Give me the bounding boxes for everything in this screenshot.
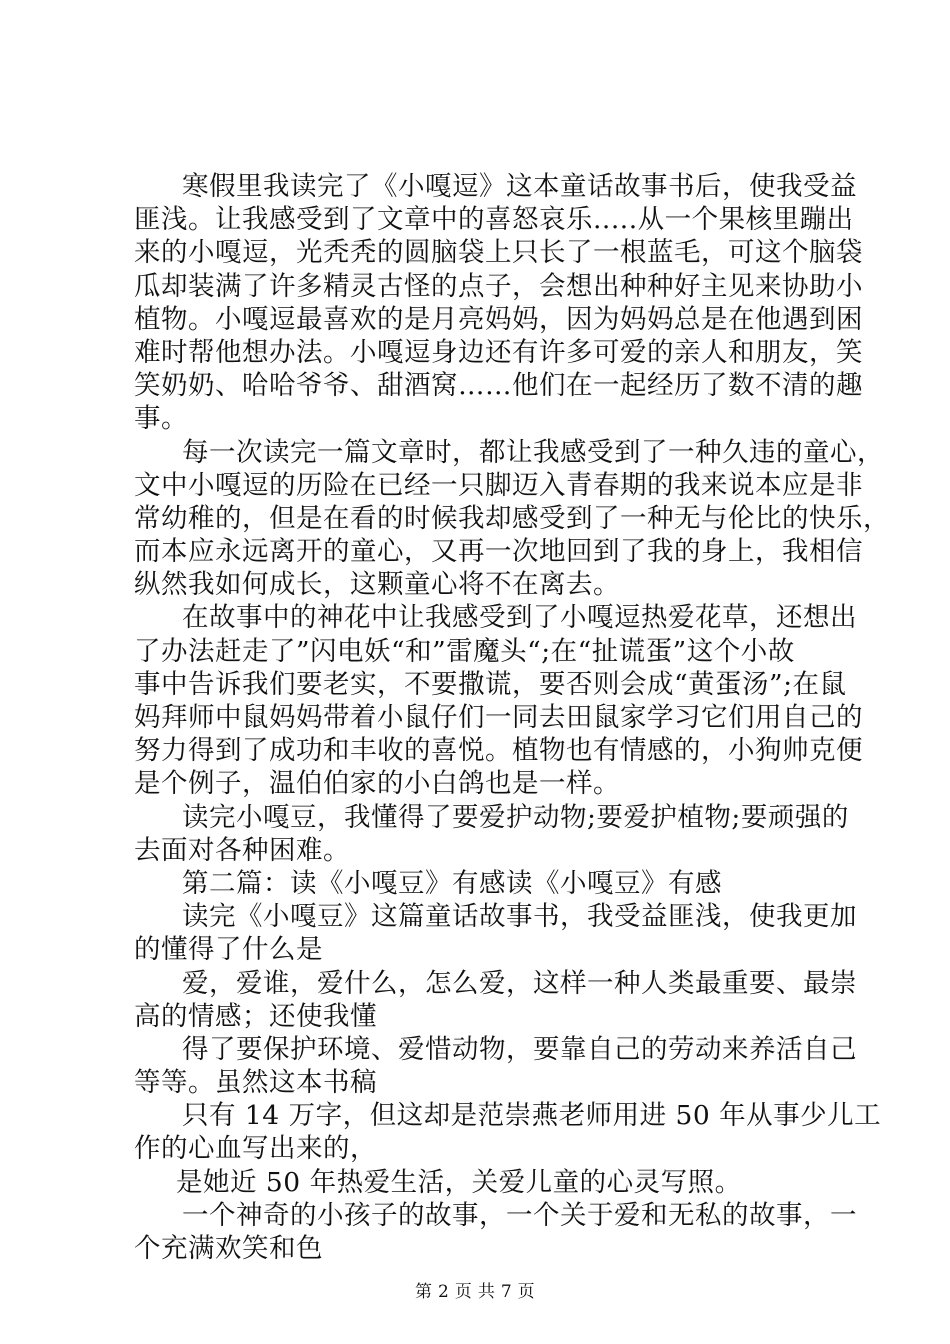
text-line: 笑奶奶、哈哈爷爷、甜酒窝……他们在一起经历了数不清的趣 <box>134 370 863 401</box>
text-line: 事中告诉我们要老实，不要撒谎，要否则会成“黄蛋汤”;在鼠 <box>134 669 847 700</box>
text-line: 在故事中的神花中让我感受到了小嘎逗热爱花草，还想出 <box>182 602 857 633</box>
text-line: 而本应永远离开的童心，又再一次地回到了我的身上，我相信 <box>134 536 863 567</box>
text-line: 来的小嘎逗，光秃秃的圆脑袋上只长了一根蓝毛，可这个脑袋 <box>134 237 863 268</box>
text-line: 匪浅。让我感受到了文章中的喜怒哀乐.....从一个果核里蹦出 <box>134 204 854 235</box>
text-line: 纵然我如何成长，这颗童心将不在离去。 <box>134 569 620 600</box>
text-line: 读完小嘎豆，我懂得了要爱护动物;要爱护植物;要顽强的 <box>182 802 849 833</box>
text-line: 是她近 50 年热爱生活，关爱儿童的心灵写照。 <box>176 1167 742 1198</box>
text-line: 寒假里我读完了《小嘎逗》这本童话故事书后，使我受益 <box>182 171 857 202</box>
text-line: 文中小嘎逗的历险在已经一只脚迈入青春期的我来说本应是非 <box>134 470 863 501</box>
text-line: 每一次读完一篇文章时，都让我感受到了一种久违的童心， <box>182 437 884 468</box>
text-line: 一个神奇的小孩子的故事，一个关于爱和无私的故事，一 <box>182 1200 857 1231</box>
text-line: 植物。小嘎逗最喜欢的是月亮妈妈，因为妈妈总是在他遇到困 <box>134 304 863 335</box>
text-line: 瓜却装满了许多精灵古怪的点子，会想出种种好主见来协助小 <box>134 271 863 302</box>
text-line: 作的心血写出来的， <box>134 1133 377 1164</box>
text-line: 的懂得了什么是 <box>134 934 323 965</box>
text-line: 去面对各种困难。 <box>134 835 350 866</box>
text-line: 常幼稚的，但是在看的时候我却感受到了一种无与伦比的快乐， <box>134 503 890 534</box>
text-line: 只有 14 万字，但这却是范崇燕老师用进 50 年从事少儿工 <box>182 1100 882 1131</box>
text-line: 难时帮他想办法。小嘎逗身边还有许多可爱的亲人和朋友，笑 <box>134 337 863 368</box>
text-line: 等等。虽然这本书稿 <box>134 1067 377 1098</box>
text-line: 得了要保护环境、爱惜动物，要靠自己的劳动来养活自己 <box>182 1034 857 1065</box>
section-heading: 第二篇：读《小嘎豆》有感读《小嘎豆》有感 <box>182 868 722 899</box>
text-line: 事。 <box>134 403 188 434</box>
text-line: 了办法赶走了”闪电妖“和”雷魔头“;在“扯谎蛋”这个小故 <box>134 636 795 667</box>
text-line: 读完《小嘎豆》这篇童话故事书，我受益匪浅，使我更加 <box>182 901 857 932</box>
text-line: 高的情感；还使我懂 <box>134 1001 377 1032</box>
text-line: 个充满欢笑和色 <box>134 1233 323 1264</box>
text-line: 爱，爱谁，爱什么，怎么爱，这样一种人类最重要、最崇 <box>182 968 857 999</box>
text-line: 是个例子，温伯伯家的小白鸽也是一样。 <box>134 768 620 799</box>
text-line: 努力得到了成功和丰收的喜悦。植物也有情感的，小狗帅克便 <box>134 735 863 766</box>
page-number-footer: 第 2 页 共 7 页 <box>415 1282 535 1302</box>
text-line: 妈拜师中鼠妈妈带着小鼠仔们一同去田鼠家学习它们用自己的 <box>134 702 863 733</box>
